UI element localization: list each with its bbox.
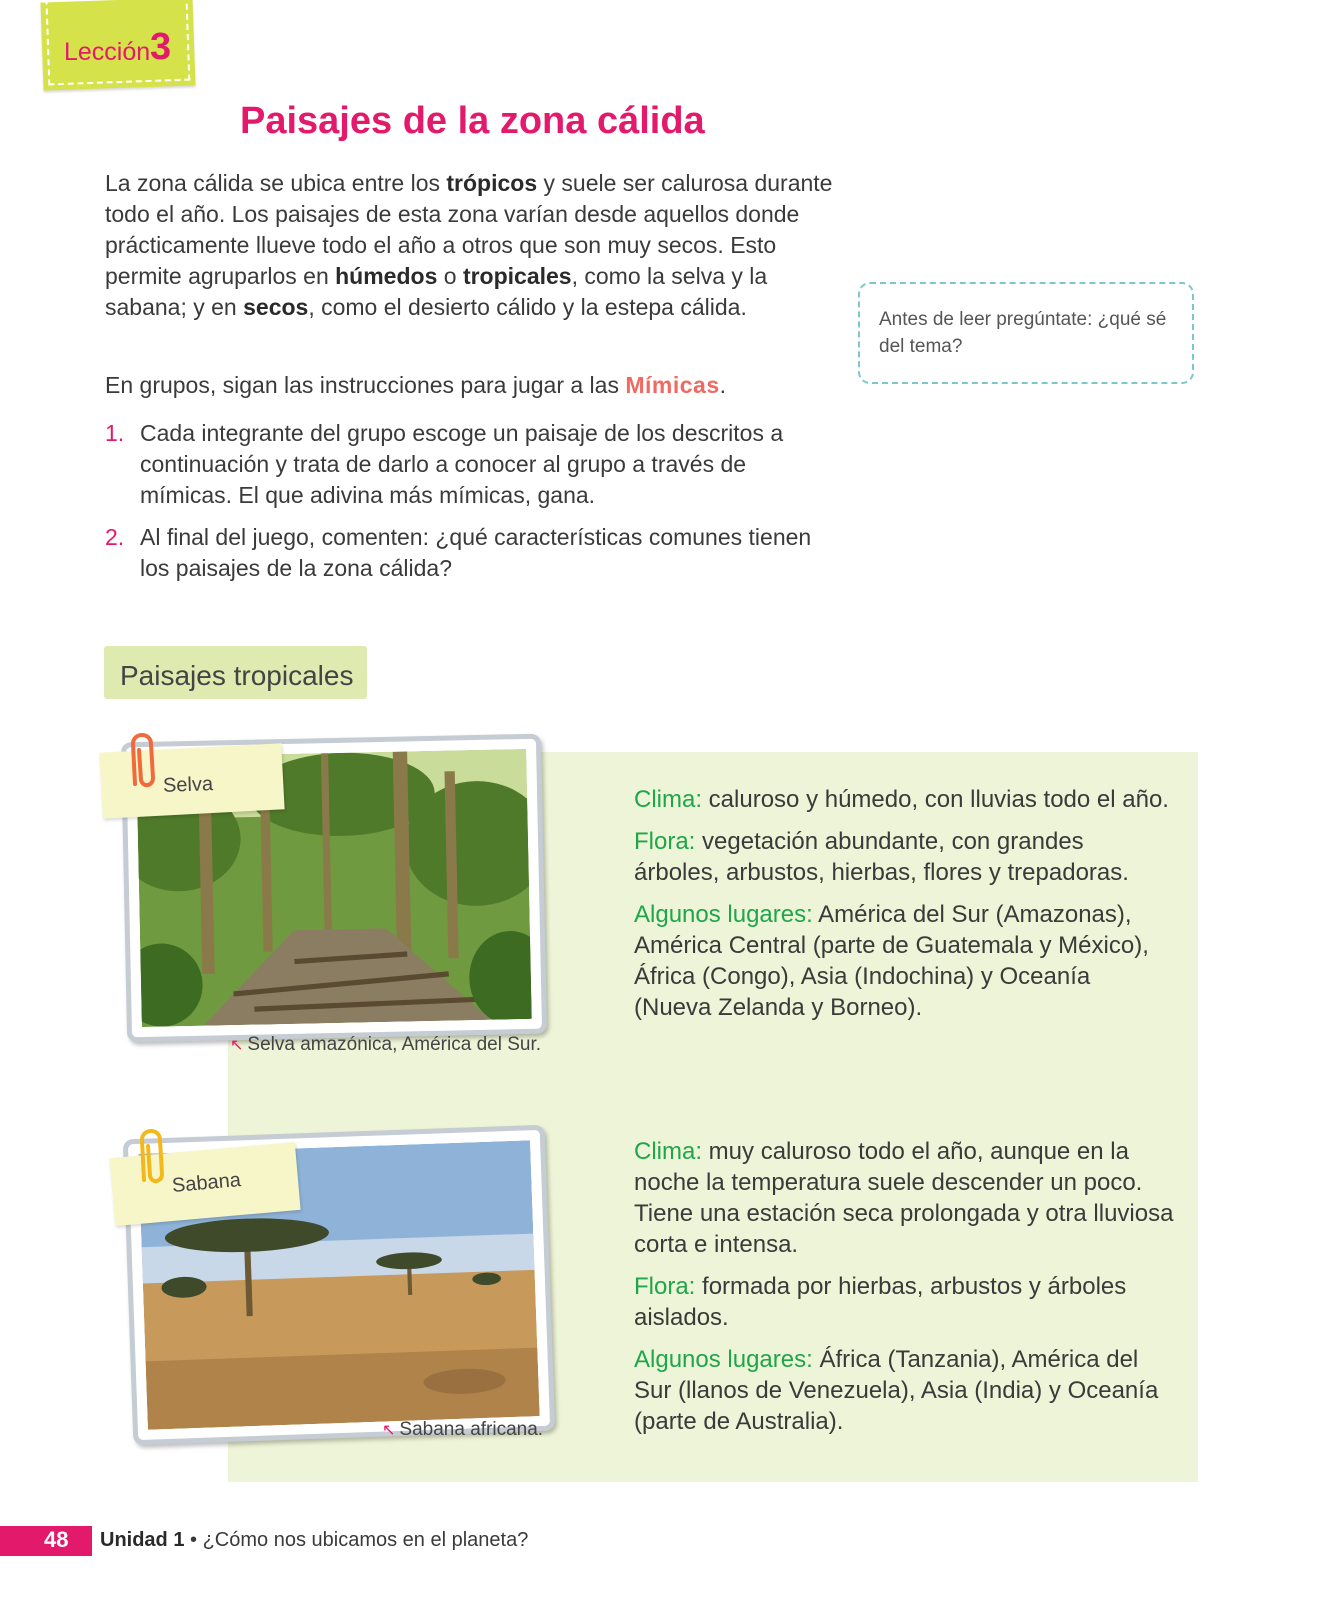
arrow-up-left-icon: ↖ <box>230 1037 244 1054</box>
section-title: Paisajes tropicales <box>120 660 354 691</box>
selva-caption: ↖ Selva amazónica, América del Sur. <box>230 1034 541 1055</box>
step-number: 1. <box>105 420 125 446</box>
intro-paragraph: La zona cálida se ubica entre los trópicos y suele ser calurosa durante todo el año. Los paisajes de esta zona varían desde aquellos donde prácticamente llueve todo el año a otros que son muy secos. Esto permite agruparlos en húmedos o tropicales, como la selva y la sabana; y en secos, como el desierto cálido y la estepa cálida. <box>105 170 833 320</box>
selva-label: Selva <box>162 773 214 797</box>
mimicas-game-name: Mímicas <box>625 372 720 398</box>
lugares-entry: Algunos lugares: América del Sur (Amazonas), América Central (parte de Guatemala y México), África (Congo), Asia (Indochina) y Oceanía (Nueva Zelanda y Borneo). <box>634 901 1149 1021</box>
lesson-number: 3 <box>150 26 172 68</box>
step-text: Al final del juego, comenten: ¿qué características comunes tienen los paisajes de la zona cálida? <box>140 524 812 581</box>
step-item <box>105 522 825 584</box>
clima-entry: Clima: caluroso y húmedo, con lluvias todo el año. <box>634 786 1169 813</box>
tip-text: Antes de leer pregúntate: ¿qué sé del tema? <box>879 309 1167 357</box>
steps-list <box>105 418 825 595</box>
step-text: Cada integrante del grupo escoge un paisaje de los descritos a continuación y trata de darlo a conocer al grupo a través de mímicas. El que adivina más mímicas, gana. <box>140 420 784 508</box>
activity-instruction: En grupos, sigan las instrucciones para jugar a las Mímicas. <box>105 372 726 398</box>
step-number: 2. <box>105 524 125 550</box>
selva-info <box>634 784 1174 1034</box>
arrow-up-left-icon: ↖ <box>382 1422 396 1439</box>
page-title: Paisajes de la zona cálida <box>240 100 705 142</box>
lesson-word: Lección <box>64 38 151 66</box>
sabana-info <box>634 1136 1174 1448</box>
page-number: 48 <box>44 1527 69 1552</box>
paperclip-icon <box>125 728 161 792</box>
sabana-caption: ↖ Sabana africana. <box>382 1419 544 1440</box>
paperclip-icon <box>134 1124 170 1188</box>
step-item <box>105 418 825 511</box>
clima-entry: Clima: muy caluroso todo el año, aunque en la noche la temperatura suele descender un poco. Tiene una estación seca prolongada y otra lluviosa corta e intensa. <box>634 1138 1174 1258</box>
flora-entry: Flora: formada por hierbas, arbustos y árboles aislados. <box>634 1273 1127 1331</box>
flora-entry: Flora: vegetación abundante, con grandes árboles, arbustos, hierbas, flores y trepadoras. <box>634 828 1129 886</box>
lugares-entry: Algunos lugares: África (Tanzania), América del Sur (llanos de Venezuela), Asia (India) y Oceanía (parte de Australia). <box>634 1346 1159 1435</box>
footer-unit: Unidad 1 • ¿Cómo nos ubicamos en el planeta? <box>100 1529 529 1551</box>
sabana-label: Sabana <box>171 1169 242 1197</box>
